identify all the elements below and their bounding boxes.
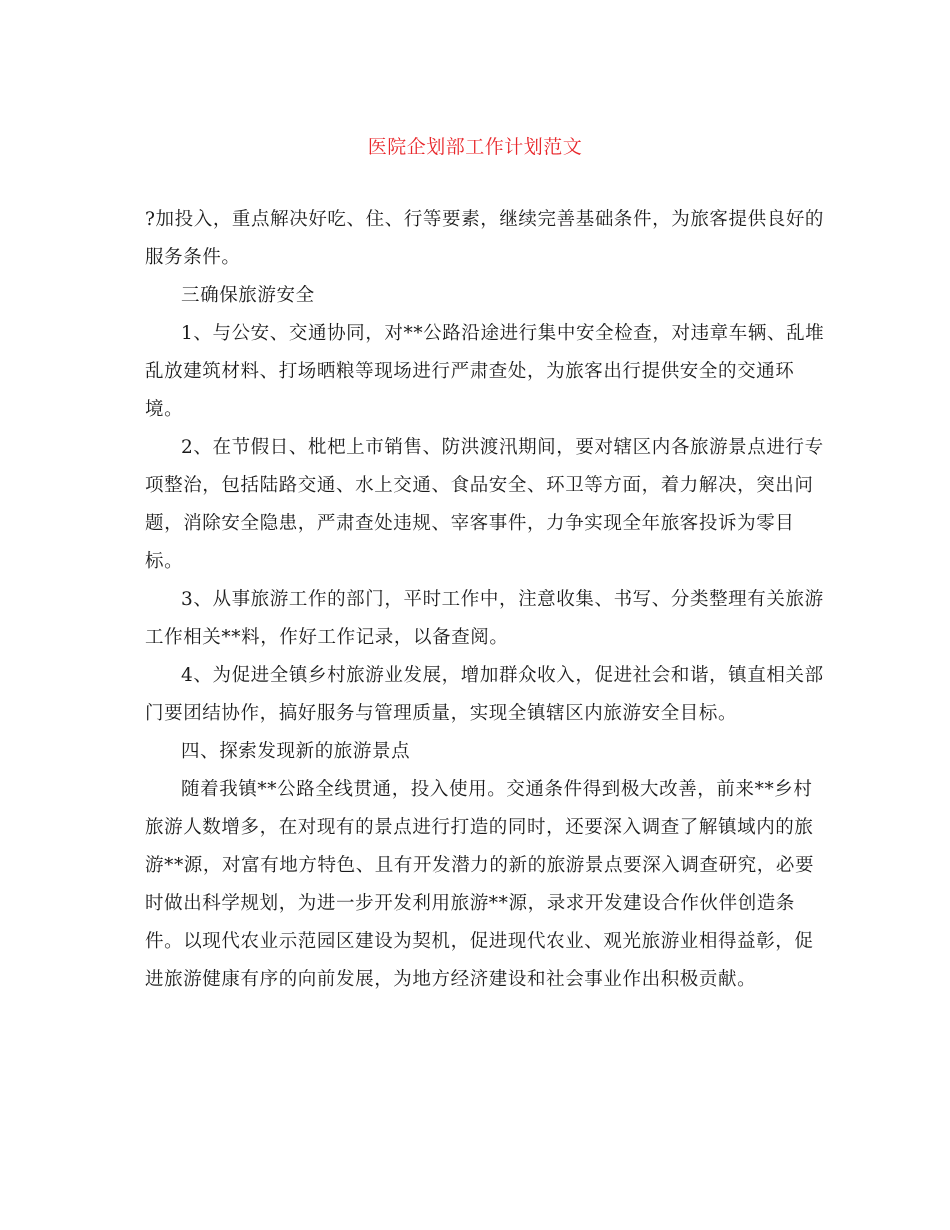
text-line: 4、为促进全镇乡村旅游业发展，增加群众收入，促进社会和谐，镇直相关部 <box>181 665 824 686</box>
text-line: 进旅游健康有序的向前发展，为地方经济建设和社会事业作出积极贡献。 <box>145 969 757 990</box>
text-line: 题，消除安全隐患，严肃查处违规、宰客事件，力争实现全年旅客投诉为零目 <box>145 513 795 534</box>
text-line: 3、从事旅游工作的部门，平时工作中，注意收集、书写、分类整理有关旅游 <box>181 589 824 610</box>
document-title: 医院企划部工作计划范文 <box>367 136 583 158</box>
text-line: 门要团结协作，搞好服务与管理质量，实现全镇辖区内旅游安全目标。 <box>145 703 738 724</box>
text-line: 随着我镇**公路全线贯通，投入使用。交通条件得到极大改善，前来**乡村 <box>181 779 813 800</box>
text-line: 旅游人数增多，在对现有的景点进行打造的同时，还要深入调查了解镇域内的旅 <box>145 817 814 838</box>
text-line: 标。 <box>145 551 184 572</box>
text-line: 1、与公安、交通协同，对**公路沿途进行集中安全检查，对违章车辆、乱堆 <box>181 323 825 344</box>
text-line: ?加投入，重点解决好吃、住、行等要素，继续完善基础条件，为旅客提供良好的 <box>145 209 825 230</box>
text-line: 服务条件。 <box>145 247 241 268</box>
text-line: 境。 <box>145 399 184 420</box>
text-line: 时做出科学规划，为进一步开发利用旅游**源，录求开发建设合作伙伴创造条 <box>145 893 796 914</box>
text-line: 2、在节假日、枇杷上市销售、防洪渡汛期间，要对辖区内各旅游景点进行专 <box>181 437 824 458</box>
document-body <box>145 201 825 999</box>
section-heading: 四、探索发现新的旅游景点 <box>181 741 411 762</box>
text-line: 件。以现代农业示范园区建设为契机，促进现代农业、观光旅游业相得益彰，促 <box>145 931 814 952</box>
text-line: 项整治，包括陆路交通、水上交通、食品安全、环卫等方面，着力解决，突出问 <box>145 475 814 496</box>
text-line: 工作相关**料，作好工作记录，以备查阅。 <box>145 627 509 648</box>
text-line: 游**源，对富有地方特色、且有开发潜力的新的旅游景点要深入调查研究，必要 <box>145 855 815 876</box>
section-heading: 三确保旅游安全 <box>181 285 315 306</box>
text-line: 乱放建筑材料、打场晒粮等现场进行严肃查处，为旅客出行提供安全的交通环 <box>145 361 795 382</box>
